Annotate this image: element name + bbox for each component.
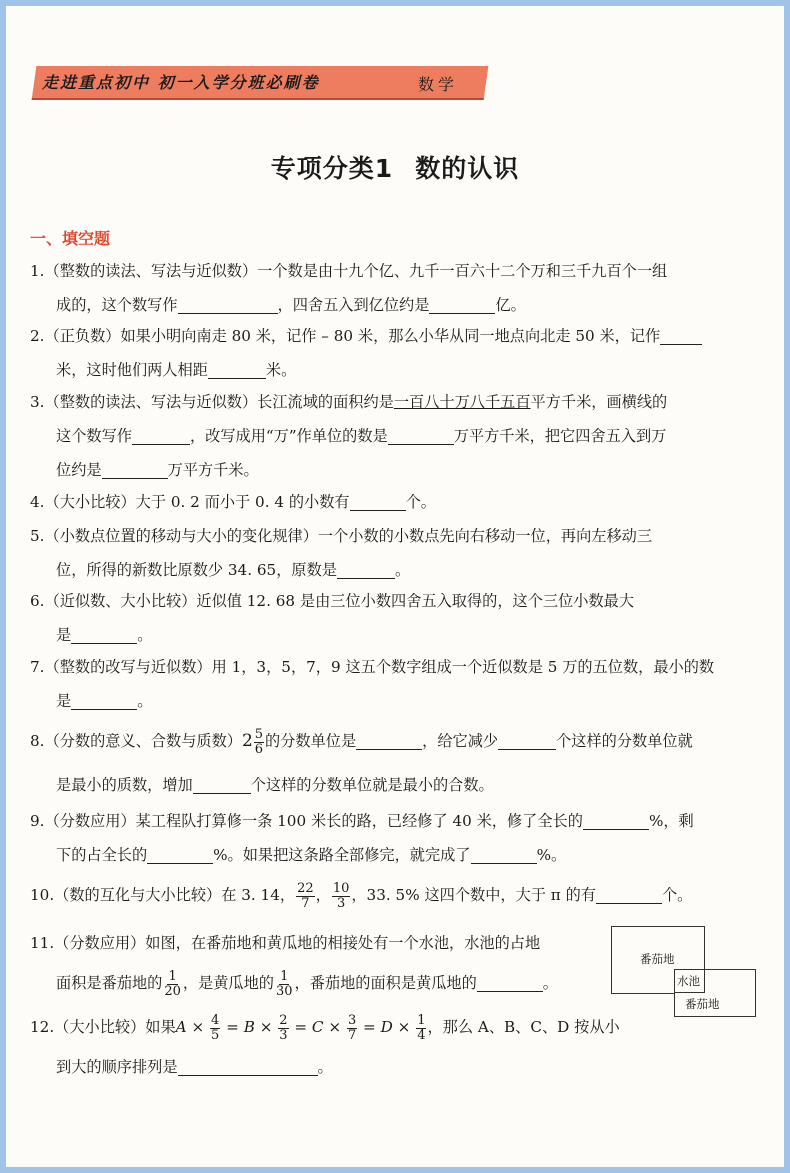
section-title: 一、填空题 — [30, 229, 111, 248]
cucumber-field-box: 番茄地 — [674, 969, 756, 1017]
subject-label: 数学 — [418, 75, 459, 94]
answer-blank[interactable] — [102, 458, 168, 479]
question-2: 2.（正负数）如果小明向南走 80 米，记作 – 80 米，那么小华从同一地点向北走 50 米，记作 米，这时他们两人相距 米。 — [30, 319, 702, 387]
answer-blank[interactable] — [388, 424, 454, 445]
fraction: $\frac{22}{7}$ — [297, 880, 314, 911]
fraction: $\frac{1}{30}$ — [275, 968, 293, 999]
question-5: 5.（小数点位置的移动与大小的变化规律）一个小数的小数点先向右移动一位，再向左移动三 位，所得的新数比原数少 34. 65，原数是 。 — [30, 527, 652, 579]
answer-blank[interactable] — [350, 490, 406, 511]
answer-blank[interactable] — [471, 843, 537, 864]
answer-blank[interactable] — [660, 324, 702, 345]
answer-blank[interactable] — [178, 1055, 318, 1076]
worksheet-page — [6, 6, 784, 1167]
fraction: $\frac{10}{3}$ — [332, 880, 350, 911]
question-3: 3.（整数的读法、写法与近似数）长江流域的面积约是一百八十万八千五百平方千米，画横线的 这个数写作 ，改写成用“万”作单位的数是 万平方千米，把它四舍五入到万 位约是 万平方千米。 — [30, 393, 668, 479]
tomato-field-box: 番茄地 — [611, 926, 705, 994]
answer-blank[interactable] — [583, 809, 649, 830]
question-9: 9.（分数应用）某工程队打算修一条 100 米长的路，已经修了 40 米，修了全长的 %，剩 下的占全长的 %。如果把这条路全部修完，就完成了 %。 — [30, 804, 694, 872]
answer-blank[interactable] — [477, 971, 543, 992]
question-7: 7.（整数的改写与近似数）用 1，3，5，7，9 这五个数字组成一个近似数是 5 万的五位数，最小的数 是 。 — [30, 658, 715, 710]
mixed-number-int: 2 — [241, 731, 253, 751]
answer-blank[interactable] — [498, 729, 556, 750]
question-12: 12.（大小比较）如果A × $\frac{4}{5}$ = B × $\frac{2}{3}$ = C × $\frac{3}{7}$ = D × $\frac{1}{4}$ ，那么 A、B、C、D 按从小 到大的顺序排列是 。 — [30, 1012, 620, 1076]
pond-box: 水池 — [674, 969, 705, 993]
question-10: 10.（数的互化与大小比较）在 3. 14， $\frac{22}{7}$ ， $\frac{10}{3}$ ，33. 5% 这四个数中，大于 π 的有 个。 — [30, 880, 693, 911]
answer-blank[interactable] — [596, 883, 662, 904]
answer-blank[interactable] — [193, 773, 251, 794]
answer-blank[interactable] — [356, 729, 422, 750]
question-6: 6.（近似数、大小比较）近似值 12. 68 是由三位小数四舍五入取得的，这个三位小数最大 是 。 — [30, 592, 635, 644]
underlined-number: 一百八十万八千五百 — [393, 393, 531, 411]
answer-blank[interactable] — [178, 293, 278, 314]
question-8: 8.（分数的意义、合数与质数）2 $\frac{5}{6}$ 的分数单位是 ，给它减少 个这样的分数单位就 是最小的质数，增加 个这样的分数单位就是最小的合数。 — [30, 726, 693, 794]
answer-blank[interactable] — [337, 558, 395, 579]
fraction: $\frac{5}{6}$ — [254, 726, 264, 757]
answer-blank[interactable] — [429, 293, 495, 314]
answer-blank[interactable] — [147, 843, 213, 864]
fraction: $\frac{2}{3}$ — [279, 1012, 288, 1043]
question-11: 11.（分数应用）如图，在番茄地和黄瓜地的相接处有一个水池，水池的占地 面积是番茄地的 $\frac{1}{20}$ ，是黄瓜地的 $\frac{1}{30}$ ，番茄地的面积是黄瓜地的 。 — [30, 934, 558, 999]
fraction: $\frac{4}{5}$ — [211, 1012, 220, 1043]
question-4: 4.（大小比较）大于 0. 2 而小于 0. 4 的小数有 个。 — [30, 485, 436, 519]
answer-blank[interactable] — [71, 623, 137, 644]
fraction: $\frac{1}{20}$ — [164, 968, 181, 999]
fraction: $\frac{3}{7}$ — [347, 1012, 357, 1043]
question-1: 1.（整数的读法、写法与近似数）一个数是由十九个亿、九千一百六十二个万和三千九百个一组 成的，这个数写作 ，四舍五入到亿位约是 亿。 — [30, 262, 668, 314]
series-title: 走进重点初中 初一入学分班必刷卷 — [42, 73, 320, 92]
fraction: $\frac{1}{4}$ — [417, 1012, 426, 1043]
page-title: 专项分类1 数的认识 — [270, 154, 520, 183]
answer-blank[interactable] — [132, 424, 190, 445]
answer-blank[interactable] — [208, 358, 266, 379]
answer-blank[interactable] — [71, 689, 137, 710]
